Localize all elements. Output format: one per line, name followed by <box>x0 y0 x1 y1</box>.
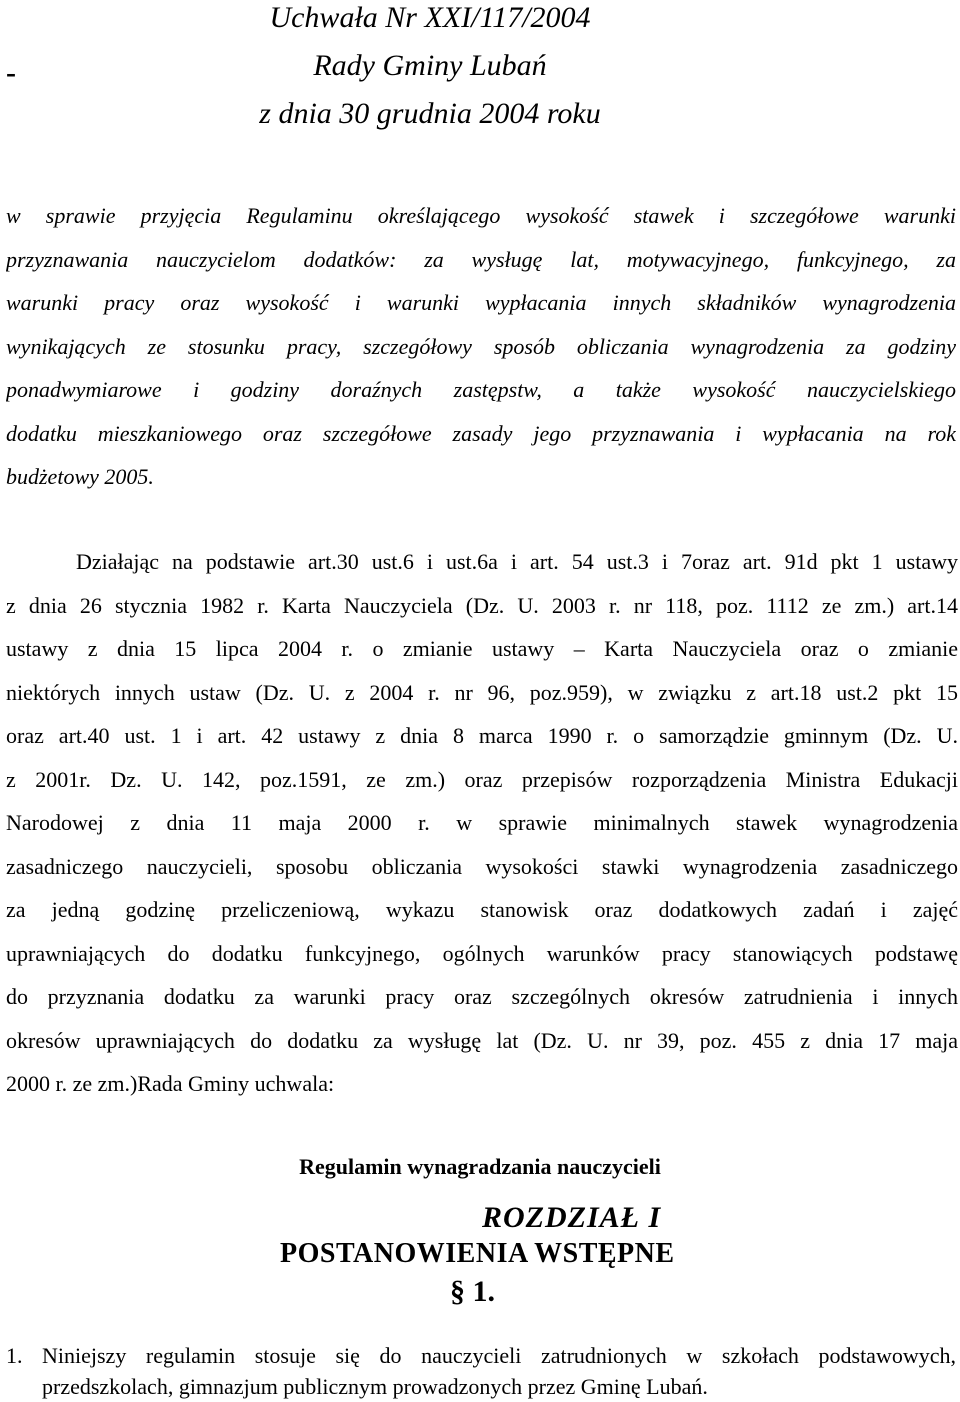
legal-basis <box>6 540 958 1106</box>
legal-line: uprawniających do dodatku funkcyjnego, ogólnych warunków pracy stanowiących podstawę <box>6 940 958 966</box>
resolution-number: Uchwała Nr XXI/117/2004 <box>269 1 591 34</box>
subject-line: przyznawania nauczycielom dodatków: za wysługę lat, motywacyjnego, funkcyjnego, za <box>6 246 956 272</box>
chapter-subtitle: POSTANOWIENIA WSTĘPNE <box>280 1238 675 1269</box>
legal-line: ustawy z dnia 15 lipca 2004 r. o zmianie ustawy – Karta Nauczyciela oraz o zmianie <box>6 636 958 661</box>
list-item-number: 1. <box>6 1343 23 1368</box>
subject-line: w sprawie przyjęcia Regulaminu określającego wysokość stawek i szczegółowe warunki <box>6 203 956 228</box>
legal-line: z dnia 26 stycznia 1982 r. Karta Nauczyciela (Dz. U. 2003 r. nr 118, poz. 1112 ze zm.) art.14 <box>6 592 958 618</box>
legal-line: Narodowej z dnia 11 maja 2000 r. w sprawie minimalnych stawek wynagrodzenia <box>6 810 958 835</box>
resolution-subject <box>6 194 956 499</box>
list-item <box>6 1340 956 1402</box>
legal-line: do przyznania dodatku za warunki pracy oraz szczególnych okresów zatrudnienia i innych <box>6 984 958 1009</box>
subject-line: warunki pracy oraz wysokość i warunki wypłacania innych składników wynagrodzenia <box>6 290 956 315</box>
legal-line: okresów uprawniających do dodatku za wysługę lat (Dz. U. nr 39, poz. 455 z dnia 17 maja <box>6 1027 958 1053</box>
margin-dash: - <box>6 56 16 89</box>
subject-line: dodatku mieszkaniowego oraz szczegółowe zasady jego przyznawania i wypłacania na rok <box>6 420 956 446</box>
council-name: Rady Gminy Lubań <box>313 49 547 82</box>
legal-line: oraz art.40 ust. 1 i art. 42 ustawy z dnia 8 marca 1990 r. o samorządzie gminnym (Dz. U. <box>6 723 958 748</box>
legal-line: 2000 r. ze zm.)Rada Gminy uchwala: <box>6 1071 335 1096</box>
paragraph-number: § 1. <box>450 1275 495 1308</box>
subject-line: wynikających ze stosunku pracy, szczegółowy sposób obliczania wynagrodzenia za godziny <box>6 333 956 359</box>
legal-line: Działając na podstawie art.30 ust.6 i ust.6a i art. 54 ust.3 i 7oraz art. 91d pkt 1 ustawy <box>76 549 958 574</box>
legal-line: zasadniczego nauczycieli, sposobu obliczania wysokości stawki wynagrodzenia zasadniczego <box>6 853 958 879</box>
regulation-title: Regulamin wynagradzania nauczycieli <box>299 1154 661 1179</box>
legal-line: z 2001r. Dz. U. 142, poz.1591, ze zm.) oraz przepisów rozporządzenia Ministra Edukacji <box>6 766 958 792</box>
subject-line: budżetowy 2005. <box>6 464 154 489</box>
list-item-text <box>42 1340 956 1402</box>
chapter-title: ROZDZIAŁ I <box>482 1201 662 1234</box>
legal-line: za jedną godzinę przeliczeniową, wykazu stanowisk oraz dodatkowych zadań i zajęć <box>6 897 958 922</box>
list-item-line: przedszkolach, gimnazjum publicznym prowadzonych przez Gminę Lubań. <box>42 1374 708 1399</box>
list-item-line: Niniejszy regulamin stosuje się do nauczycieli zatrudnionych w szkołach podstawowych, <box>42 1343 956 1368</box>
resolution-date: z dnia 30 grudnia 2004 roku <box>259 97 601 130</box>
subject-line: ponadwymiarowe i godziny doraźnych zastępstw, a także wysokość nauczycielskiego <box>6 377 956 402</box>
legal-line: niektórych innych ustaw (Dz. U. z 2004 r. nr 96, poz.959), w związku z art.18 ust.2 pkt 15 <box>6 679 958 705</box>
